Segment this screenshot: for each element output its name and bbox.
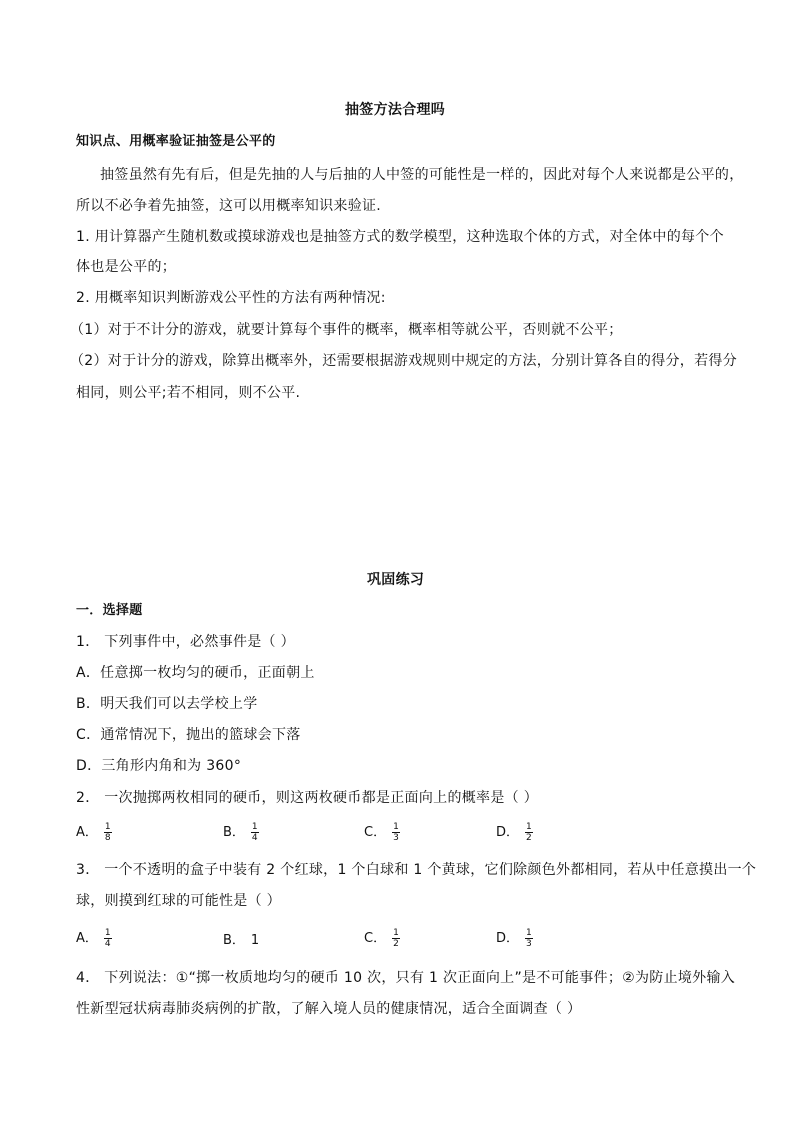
section2-title: 巩固练习 [367, 572, 425, 588]
question-2-option-d [496, 822, 533, 843]
question-2-option-b [223, 822, 259, 843]
fraction-denominator: 4 [251, 833, 258, 843]
question-2-option-c [364, 822, 400, 843]
question-3-stem-line2: 球，则摸到红球的可能性是（ ） [76, 893, 281, 909]
fraction-numerator: 1 [251, 822, 258, 832]
question-1-stem: 1． 下列事件中，必然事件是（ ） [76, 634, 295, 650]
question-1-option-d: D．三角形内角和为 360° [76, 758, 242, 774]
fraction [392, 928, 400, 949]
option-label: A． [76, 931, 98, 946]
fraction-denominator: 3 [393, 833, 399, 843]
option-label: C． [364, 931, 387, 946]
question-3-option-a [76, 928, 112, 949]
fraction [104, 822, 112, 843]
sub-item-2-line1: （2）对于计分的游戏，除算出概率外，还需要根据游戏规则中规定的方法，分别计算各自的得分，若得分 [70, 353, 738, 369]
fraction [525, 822, 533, 843]
fraction [104, 928, 112, 949]
option-label: D． [496, 931, 520, 946]
section2-heading: 一．选择题 [76, 603, 143, 618]
fraction-denominator: 4 [104, 939, 111, 949]
question-2-stem: 2． 一次抛掷两枚相同的硬币，则这两枚硬币都是正面向上的概率是（ ） [76, 790, 539, 806]
fraction-numerator: 1 [104, 822, 111, 832]
question-2-option-a [76, 822, 112, 843]
fraction-denominator: 3 [526, 939, 532, 949]
list-item-1-line2: 体也是公平的； [76, 259, 177, 275]
fraction-numerator: 1 [526, 928, 532, 938]
question-1-option-b: B．明天我们可以去学校上学 [76, 696, 258, 712]
fraction-numerator: 1 [104, 928, 111, 938]
question-3-stem-line1: 3． 一个不透明的盒子中装有 2 个红球，1 个白球和 1 个黄球，它们除颜色外都相同，若从中任意摸出一个 [76, 862, 757, 878]
question-3-option-d [496, 928, 533, 949]
section1-title: 抽签方法合理吗 [345, 102, 446, 118]
intro-paragraph-line2: 所以不必争着先抽签，这可以用概率知识来验证. [76, 198, 382, 214]
fraction-numerator: 1 [526, 822, 532, 832]
fraction-denominator: 2 [526, 833, 532, 843]
fraction-numerator: 1 [393, 928, 399, 938]
fraction-denominator: 2 [393, 939, 399, 949]
list-item-1-line1: 1. 用计算器产生随机数或摸球游戏也是抽签方式的数学模型，这种选取个体的方式，对全体中的每个个 [76, 229, 724, 245]
sub-item-1: （1）对于不计分的游戏，就要计算每个事件的概率，概率相等就公平，否则就不公平； [70, 322, 623, 338]
question-3-option-c [364, 928, 400, 949]
fraction-denominator: 8 [104, 833, 111, 843]
fraction [392, 822, 400, 843]
question-4-stem-line2: 性新型冠状病毒肺炎病例的扩散，了解入境人员的健康情况，适合全面调查（ ） [76, 1001, 582, 1017]
sub-item-2-line2: 相同，则公平;若不相同，则不公平. [76, 385, 301, 401]
question-1-option-a: A．任意掷一枚均匀的硬币，正面朝上 [76, 665, 315, 681]
option-label: C． [364, 825, 387, 840]
fraction [251, 822, 259, 843]
fraction-numerator: 1 [393, 822, 399, 832]
question-3-option-b [223, 932, 259, 950]
fraction [525, 928, 533, 949]
option-label: D． [496, 825, 520, 840]
question-1-option-c: C．通常情况下，抛出的篮球会下落 [76, 727, 301, 743]
intro-paragraph-line1: 抽签虽然有先有后，但是先抽的人与后抽的人中签的可能性是一样的，因此对每个人来说都是公平的， [100, 167, 744, 183]
list-item-2: 2. 用概率知识判断游戏公平性的方法有两种情况: [76, 290, 386, 306]
question-4-stem-line1: 4． 下列说法：①“掷一枚质地均匀的硬币 10 次，只有 1 次正面向上”是不可能事件；②为防止境外输入 [76, 970, 736, 986]
option-label: A． [76, 825, 98, 840]
option-label: B． [223, 933, 245, 948]
option-label: B． [223, 825, 245, 840]
option-value: 1 [250, 933, 260, 948]
section1-heading: 知识点、用概率验证抽签是公平的 [76, 134, 276, 149]
